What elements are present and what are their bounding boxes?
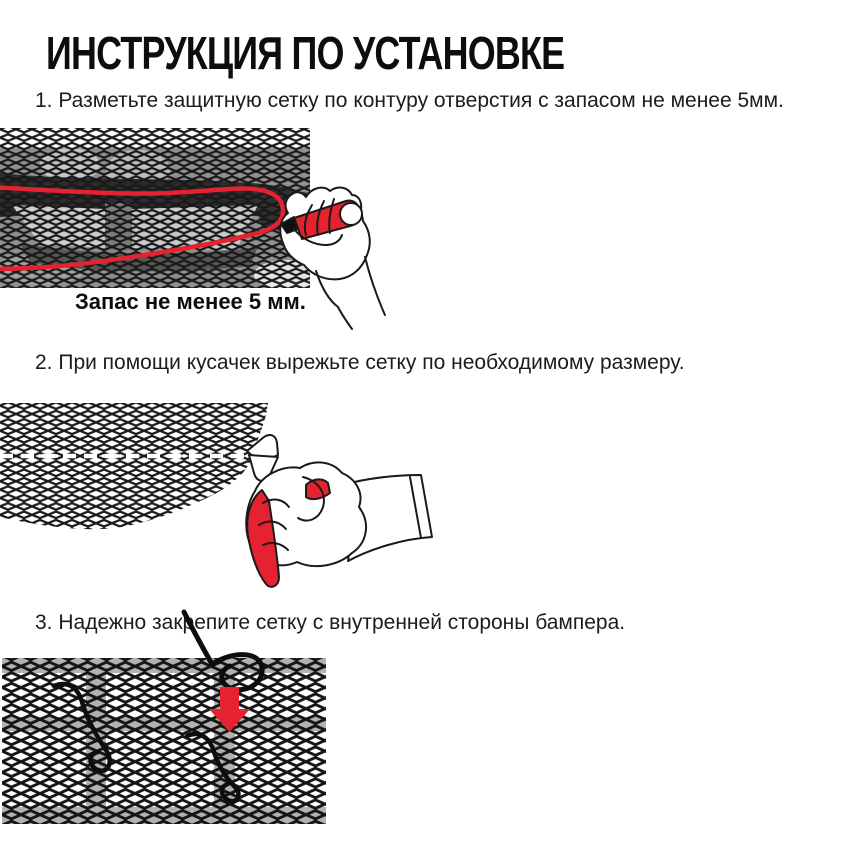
page-title: ИНСТРУКЦИЯ ПО УСТАНОВКЕ	[46, 27, 565, 79]
wire-cutters-hand-icon	[246, 435, 432, 587]
step-2-text: 2. При помощи кусачек вырежьте сетку по необходимому размеру.	[35, 351, 685, 374]
step-3-text: 3. Надежно закрепите сетку с внутренней стороны бампера.	[35, 611, 626, 634]
cutter-handle-nub	[306, 479, 330, 499]
marker-cap	[340, 203, 362, 225]
mesh-texture	[2, 658, 326, 824]
step-1-text: 1. Разметьте защитную сетку по контуру отверстия с запасом не менее 5мм.	[35, 89, 784, 112]
mesh-sheet	[0, 403, 268, 529]
mesh-texture	[0, 128, 310, 288]
figure-cut-mesh	[0, 393, 440, 608]
figure-fasten-mesh	[2, 608, 332, 828]
figure-1-caption: Запас не менее 5 мм.	[75, 289, 306, 314]
